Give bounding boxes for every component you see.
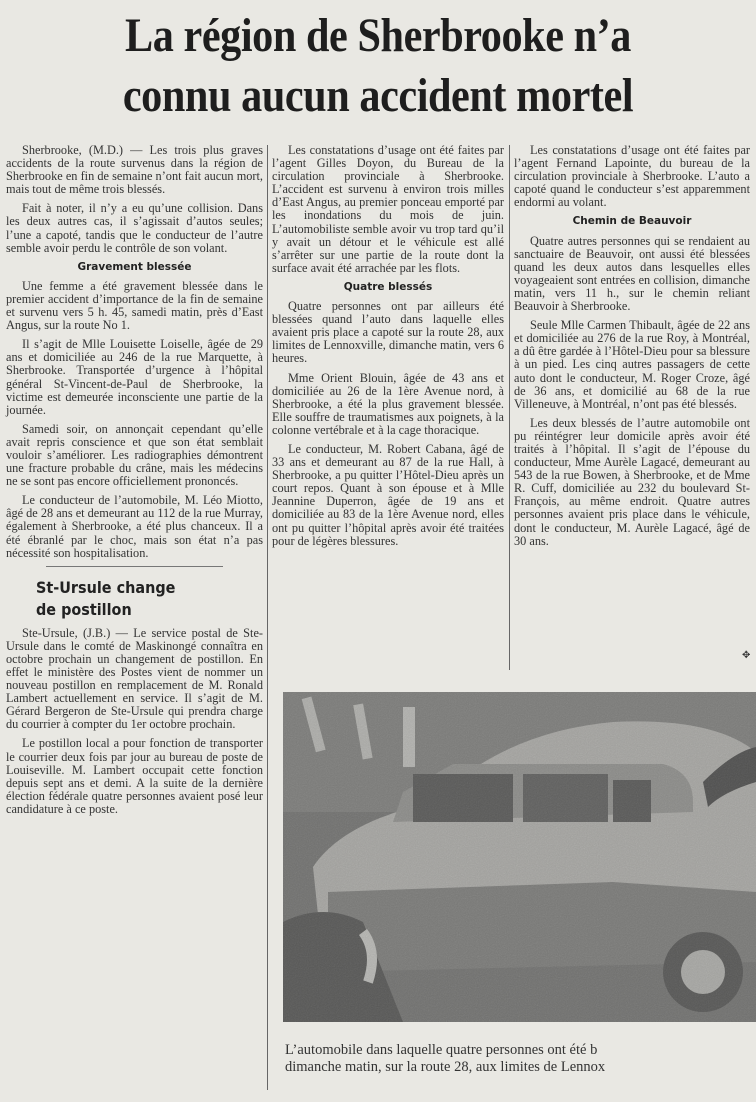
paragraph: Les constatations d’usage ont été faites par l’agent Fernand Lapointe, du bureau de la circulation provinciale à Sherbrooke. L’auto a capoté quand le conducteur s’est apparemment endormi au volant. bbox=[514, 143, 750, 210]
car-photo-illustration bbox=[283, 692, 756, 1022]
paragraph: Quatre personnes ont par ailleurs été blessées quand l’auto dans laquelle elles avaient pris place a capoté sur la route 28, aux limites de Lennoxville, dimanche matin, vers 6 heures. bbox=[272, 299, 504, 366]
paragraph: Quatre autres personnes qui se rendaient au sanctuaire de Beauvoir, ont aussi été blessées quand les deux autos dans lesquelles elles voyageaient sont entrées en collision, dimanche matin, vers 11 h., sur le chemin reliant Beauvoir à Sherbrooke. bbox=[514, 233, 750, 314]
paragraph: Mme Orient Blouin, âgée de 43 ans et domiciliée au 26 de la 1ère Avenue nord, à Sherbrooke, a été la plus gravement blessée. Elle souffre de traumatismes aux poignets, à la colonne vertébrale et à la cage thoracique. bbox=[272, 370, 504, 437]
end-ornament-icon: ✥ bbox=[742, 650, 751, 661]
paragraph: Samedi soir, on annonçait cependant qu’elle avait repris conscience et que son état semblait vouloir s’améliorer. Les radiographies démontrent une fracture probable du crâne, mais les médecins ne se sont pas encore officiellement prononcés. bbox=[6, 421, 263, 489]
paragraph: Sherbrooke, (M.D.) — Les trois plus graves accidents de la route survenus dans la région de Sherbrooke en fin de semaine n’ont fait aucun mort, mais tout de même trois blessés. bbox=[6, 143, 263, 197]
paragraph: Seule Mlle Carmen Thibault, âgée de 22 ans et domiciliée au 276 de la rue Roy, à Montréal, a dû être gardée à l’Hôtel-Dieu pour sa blessure à un pied. Les cinq autres passagers de cette auto dont le conducteur, M. Roger Croze, âgé de 36 ans, et domicilié au 68 de la rue Villeneuve, à Montréal, n’ont pas été blessés. bbox=[514, 318, 750, 411]
news-photo-car bbox=[283, 692, 756, 1022]
headline-line-1: La région de Sherbrooke n’a bbox=[125, 9, 631, 62]
headline bbox=[0, 0, 756, 135]
paragraph: Le postillon local a pour fonction de transporter le courrier deux fois par jour au bureau de poste de Louiseville. M. Lambert occupait cette fonction depuis sept ans et demi. A la suite de la dernière élection fédérale quatre personnes avaient posé leur candidature à ce poste. bbox=[6, 736, 263, 816]
column-rule-1 bbox=[267, 145, 268, 1090]
article-column-2 bbox=[272, 144, 504, 554]
paragraph: Fait à noter, il n’y a eu qu’une collision. Dans les deux autres cas, il s’agissait d’autos seules; l’une a capoté, tandis que le conducteur de l’autre semble avoir perdu le contrôle de son volant. bbox=[6, 201, 263, 255]
paragraph: Les constatations d’usage ont été faites par l’agent Gilles Doyon, du Bureau de la circulation provinciale à Sherbrooke. L’accident est survenu à environ trois milles d’East Angus, au premier ponceau emporté par les inondations du mois de juin. L’automobiliste semble avoir vu trop tard qu’il y avait un détour et le véhicule est allé s’arrêter sur une partie de la route dont la surface avait été arrachée par les flots. bbox=[272, 143, 504, 275]
paragraph: Les deux blessés de l’autre automobile ont pu réintégrer leur domicile après avoir été traités à l’hôpital. Il s’agit de l’épouse du conducteur, Mme Aurèle Lagacé, demeurant au 543 de la rue Bowen, à Sherbrooke, et de Mme R. Cuff, domiciliée au 232 du boulevard St-François, au même endroit. Quatre autres personnes avaient pris place dans le véhicule, dont le conducteur, M. Aurèle Lagacé, âgé de 30 ans. bbox=[514, 415, 750, 548]
paragraph: Le conducteur, M. Robert Cabana, âgé de 33 ans et demeurant au 87 de la rue Hall, à Sherbrooke, a pu quitter l’Hôtel-Dieu après un court repos. Quant à son épouse et à Mlle Jeannine Duperron, âgée de 19 ans et domiciliée au 83 de la 1ère Avenue nord, elles ont pu quitter l’hôpital après avoir été traitées pour de légères blessures. bbox=[272, 441, 504, 548]
photo-caption bbox=[285, 1042, 756, 1076]
paragraph: Une femme a été gravement blessée dans le premier accident d’importance de la fin de semaine et survenu vers 5 h. 45, samedi matin, près d’East Angus, sur la route No 1. bbox=[6, 278, 263, 333]
brief-st-ursule bbox=[6, 577, 263, 816]
separator-rule bbox=[46, 566, 223, 567]
paragraph: Ste-Ursule, (J.B.) — Le service postal de Ste-Ursule dans le comté de Maskinongé connaîtra en octobre prochain un changement de postillon. En effet le ministère des Postes vient de nommer un nouveau postillon en remplacement de M. Ronald Lambert actuellement en service. Il s’agit de M. Gérard Bergeron de Ste-Ursule qui prendra charge du courrier à compter du 1er octobre prochain. bbox=[6, 625, 263, 732]
subheading-chemin-de-beauvoir: Chemin de Beauvoir bbox=[572, 215, 692, 228]
photo-caption-line-1: L’automobile dans laquelle quatre personnes ont été b bbox=[285, 1042, 598, 1058]
article-column-3 bbox=[514, 144, 750, 554]
brief-title-line-2: de postillon bbox=[36, 599, 132, 619]
article-column-1 bbox=[6, 144, 263, 822]
subheading-gravement-blessee: Gravement blessée bbox=[77, 260, 192, 273]
brief-title-line-1: St-Ursule change bbox=[36, 577, 176, 597]
paragraph: Il s’agit de Mlle Louisette Loiselle, âgée de 29 ans et domiciliée au 246 de la rue Marquette, à Sherbrooke. Transportée d’urgence à l’hôpital général St-Vincent-de-Paul de Sherbrooke, la victime est demeurée inconsciente une partie de la journée. bbox=[6, 337, 263, 417]
column-rule-2 bbox=[509, 145, 510, 670]
subheading-quatre-blesses: Quatre blessés bbox=[343, 280, 433, 293]
brief-title bbox=[36, 577, 240, 621]
headline-line-2: connu aucun accident mortel bbox=[122, 69, 634, 122]
paragraph: Le conducteur de l’automobile, M. Léo Miotto, âgé de 28 ans et demeurant au 112 de la rue Murray, également à Sherbrooke, a été plus chanceux. Il a été ébranlé par le choc, mais son état n’a pas nécessité son hospitalisation. bbox=[6, 493, 263, 560]
photo-caption-line-2: dimanche matin, sur la route 28, aux limites de Lennox bbox=[285, 1059, 606, 1075]
